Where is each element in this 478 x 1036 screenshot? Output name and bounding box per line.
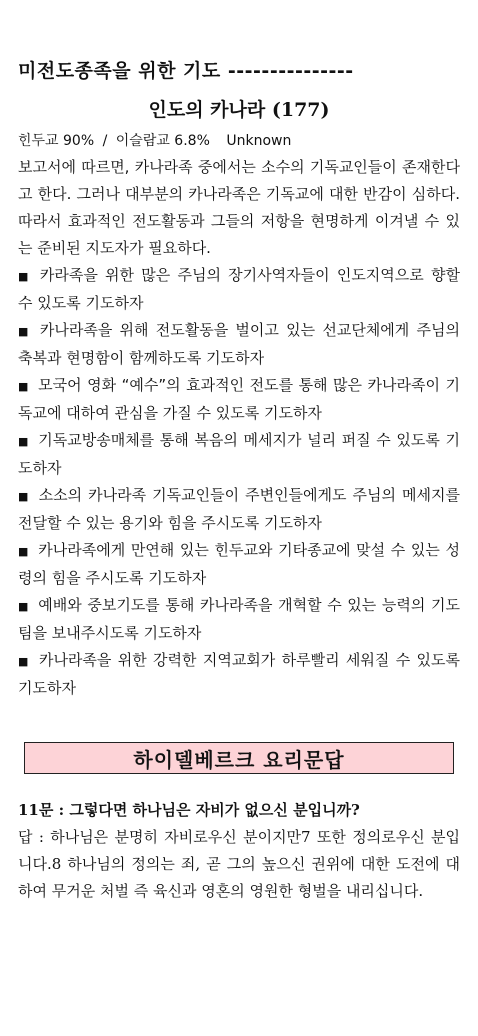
section-heading: 미전도종족을 위한 기도 --------------- (18, 60, 354, 82)
square-bullet-icon: ■ (18, 600, 30, 613)
prayer-request-list (18, 262, 460, 702)
prayer-request-text: 기독교방송매체를 통해 복음의 메세지가 널리 퍼질 수 있도록 기도하자 (18, 431, 460, 477)
square-bullet-icon: ■ (18, 490, 30, 503)
stat-separator: / (102, 133, 108, 149)
religion-stats (18, 130, 460, 150)
bulletin-page (0, 56, 478, 1036)
catechism-question: 11문 : 그렇다면 하나님은 자비가 없으신 분입니까? (18, 801, 360, 819)
prayer-request-item (18, 537, 460, 592)
prayer-request-item (18, 427, 460, 482)
stat-unknown: Unknown (226, 133, 292, 149)
intro-paragraph: 보고서에 따르면, 카나라족 중에서는 소수의 기독교인들이 존재한다고 한다. 그러나 대부분의 카나라족은 기독교에 대한 반감이 심하다. 따라서 효과적인 전도활동과 그들의 저항을 현명하게 이겨낼 수 있는 준비된 지도자가 필요하다. (18, 158, 460, 257)
prayer-request-item (18, 482, 460, 537)
catechism-banner: 하이델베르크 요리문답 (24, 742, 454, 774)
catechism-answer: 답 : 하나님은 분명히 자비로우신 분이지만7 또한 정의로우신 분입니다.8 하나님의 정의는 죄, 곧 그의 높으신 권위에 대한 도전에 대하여 무거운 처벌 즉 육신과 영혼의 영원한 형벌을 내리십니다. (18, 828, 460, 900)
square-bullet-icon: ■ (18, 380, 30, 393)
prayer-request-text: 모국어 영화 “예수”의 효과적인 전도를 통해 많은 카나라족이 기독교에 대하여 관심을 가질 수 있도록 기도하자 (18, 376, 460, 422)
prayer-request-item (18, 592, 460, 647)
prayer-request-text: 카나라족에게 만연해 있는 힌두교와 기타종교에 맞설 수 있는 성령의 힘을 주시도록 기도하자 (18, 541, 460, 587)
prayer-request-text: 카나라족을 위한 강력한 지역교회가 하루빨리 세워질 수 있도록 기도하자 (18, 651, 460, 697)
prayer-request-item (18, 647, 460, 702)
square-bullet-icon: ■ (18, 270, 31, 283)
stat-islam: 이슬람교 6.8% (115, 133, 210, 149)
people-group-title: 인도의 카나라 (177) (148, 99, 330, 121)
prayer-request-text: 카나라족을 위해 전도활동을 벌이고 있는 선교단체에게 주님의 축복과 현명함이 함께하도록 기도하자 (18, 321, 460, 367)
prayer-request-text: 예배와 중보기도를 통해 카나라족을 개혁할 수 있는 능력의 기도팀을 보내주시도록 기도하자 (18, 596, 460, 642)
prayer-request-text: 카라족을 위한 많은 주님의 장기사역자들이 인도지역으로 향할 수 있도록 기도하자 (18, 266, 460, 312)
square-bullet-icon: ■ (18, 655, 30, 668)
prayer-request-item (18, 262, 460, 317)
stat-hindu: 힌두교 90% (18, 133, 95, 149)
prayer-request-item (18, 372, 460, 427)
square-bullet-icon: ■ (18, 325, 31, 338)
prayer-request-text: 소소의 카나라족 기독교인들이 주변인들에게도 주님의 메세지를 전달할 수 있는 용기와 힘을 주시도록 기도하자 (18, 486, 460, 532)
square-bullet-icon: ■ (18, 545, 30, 558)
square-bullet-icon: ■ (18, 435, 30, 448)
prayer-request-item (18, 317, 460, 372)
